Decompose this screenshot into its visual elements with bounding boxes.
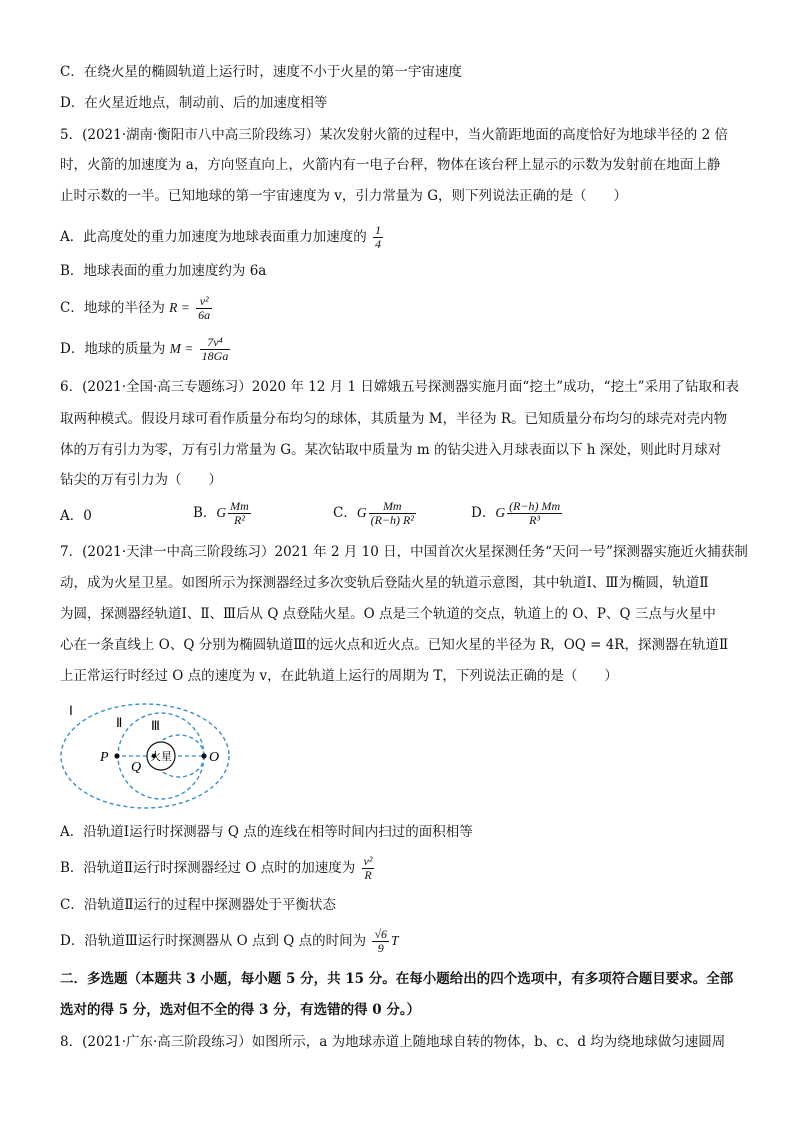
q6-option-c — [333, 500, 418, 527]
q5-option-c-text: C．地球的半径为 — [60, 300, 165, 316]
point-o — [201, 753, 206, 758]
q7-option-d-fraction — [372, 928, 389, 955]
q7-option-d — [60, 928, 399, 955]
q7-option-d-tail: T — [391, 933, 399, 948]
orbit-diagram — [55, 700, 235, 812]
q5-option-c-lhs: R = — [169, 300, 190, 315]
q4-option-d: D．在火星近地点，制动前、后的加速度相等 — [60, 95, 328, 111]
q5-option-c — [60, 295, 214, 322]
q7-option-b-fraction — [362, 855, 375, 882]
q7-option-d-text: D．沿轨道Ⅲ运行时探测器从 O 点到 Q 点的时间为 — [60, 933, 367, 949]
mars-label: 火星 — [150, 751, 172, 763]
section-2-header-line-1: 二．多选题（本题共 3 小题，每小题 5 分，共 15 分。在每小题给出的四个选项中，有多项符合题目要求。全部 — [60, 971, 734, 987]
q5-option-a-text: A．此高度处的重力加速度为地球表面重力加速度的 — [60, 229, 367, 245]
fraction-denominator: (R−h) R² — [370, 513, 414, 527]
q5-option-b: B．地球表面的重力加速度约为 6a — [60, 263, 267, 279]
q6-option-a: A．0 — [60, 508, 92, 524]
q6-option-b-g: G — [216, 505, 227, 520]
q6-option-d-fraction — [507, 500, 562, 527]
q7-option-a: A．沿轨道Ⅰ运行时探测器与 Q 点的连线在相等时间内扫过的面积相等 — [60, 824, 473, 840]
fraction-denominator: 18Ga — [201, 349, 229, 363]
fraction-numerator: v² — [196, 295, 212, 309]
section-2-header-line-2: 选对的得 5 分，选对但不全的得 3 分，有选错的得 0 分。） — [60, 1002, 421, 1018]
q6-option-b-fraction — [228, 500, 251, 527]
q6-option-c-fraction — [369, 500, 416, 527]
q5-stem-line-1: 5．(2021·湖南·衡阳市八中高三阶段练习）某次发射火箭的过程中，当火箭距地面的高度恰好为地球半径的 2 倍 — [60, 127, 728, 143]
fraction-denominator: 9 — [377, 941, 384, 955]
fraction-numerator: √6 — [374, 927, 388, 941]
label-o: O — [209, 750, 220, 765]
q4-option-c: C．在绕火星的椭圆轨道上运行时，速度不小于火星的第一宇宙速度 — [60, 64, 462, 80]
q6-option-d — [471, 500, 564, 527]
fraction-numerator: Mm — [369, 500, 416, 514]
fraction-denominator: R² — [234, 513, 245, 527]
fraction-numerator: 1 — [375, 223, 382, 237]
q5-option-d — [60, 336, 232, 363]
q7-option-b-text: B．沿轨道Ⅱ运行时探测器经过 O 点时的加速度为 — [60, 860, 356, 876]
q6-option-c-label: C． — [333, 505, 357, 521]
q6-option-d-g: G — [495, 505, 506, 520]
q7-option-c: C．沿轨道Ⅱ运行的过程中探测器处于平衡状态 — [60, 897, 337, 913]
fraction-denominator: 6a — [198, 308, 211, 322]
point-p — [114, 753, 119, 758]
q5-stem-line-3: 止时示数的一半。已知地球的第一宇宙速度为 v，引力常量为 G，则下列说法正确的是（ ） — [60, 188, 627, 204]
label-orbit-ii: Ⅱ — [116, 715, 123, 730]
q5-option-d-text: D．地球的质量为 — [60, 341, 166, 357]
fraction-numerator: 7v⁴ — [200, 336, 231, 350]
q7-stem-line-3: 为圆，探测器经轨道Ⅰ、Ⅱ、Ⅲ后从 Q 点登陆火星。O 点是三个轨道的交点，轨道上的 O、P、Q 三点与火星中 — [60, 606, 716, 622]
fraction-denominator: R³ — [529, 513, 541, 527]
fraction-denominator: R — [364, 868, 372, 882]
q7-stem-line-2: 动，成为火星卫星。如图所示为探测器经过多次变轨后登陆火星的轨道示意图，其中轨道Ⅰ、Ⅲ为椭圆，轨道Ⅱ — [60, 575, 709, 591]
fraction-denominator: 4 — [375, 237, 382, 251]
q6-option-d-label: D． — [471, 505, 496, 521]
q6-stem-line-2: 取两种模式。假设月球可看作质量分布均匀的球体，其质量为 M，半径为 R。已知质量分布均匀的球壳对壳内物 — [60, 411, 728, 427]
label-orbit-i: Ⅰ — [69, 703, 73, 718]
fraction-numerator: (R−h) Mm — [509, 499, 561, 513]
q5-option-c-fraction — [196, 295, 212, 322]
q7-stem-line-1: 7．(2021·天津一中高三阶段练习）2021 年 2 月 10 日，中国首次火星探测任务“天问一号”探测器实施近火捕获制 — [60, 544, 748, 560]
q7-stem-line-4: 心在一条直线上 O、Q 分别为椭圆轨道Ⅲ的远火点和近火点。已知火星的半径为 R，OQ = 4R，探测器在轨道Ⅱ — [60, 637, 729, 653]
q5-option-a-fraction — [373, 224, 383, 251]
q6-stem-line-1: 6．(2021·全国·高三专题练习）2020 年 12 月 1 日嫦娥五号探测器实施月面“挖土”成功，“挖土”采用了钻取和表 — [60, 379, 739, 395]
q5-option-d-lhs: M = — [169, 341, 194, 356]
q7-option-b — [60, 855, 376, 882]
q8-stem-line-1: 8．(2021·广东·高三阶段练习）如图所示，a 为地球赤道上随地球自转的物体，b、c、d 均为绕地球做匀速圆周 — [60, 1034, 726, 1050]
q6-option-b-label: B． — [193, 505, 217, 521]
q6-option-c-g: G — [356, 505, 367, 520]
fraction-numerator: v² — [363, 854, 373, 868]
q7-stem-line-5: 上正常运行时经过 O 点的速度为 v，在此轨道上运行的周期为 T，下列说法正确的是（ ） — [60, 668, 618, 684]
q5-stem-line-2: 时，火箭的加速度为 a，方向竖直向上，火箭内有一电子台秤，物体在该台秤上显示的示数为发射前在地面上静 — [60, 157, 721, 173]
label-orbit-iii: Ⅲ — [151, 718, 160, 733]
q6-stem-line-3: 体的万有引力为零，万有引力常量为 G。某次钻取中质量为 m 的钻尖进入月球表面以下 h 深处，则此时月球对 — [60, 442, 722, 458]
q6-option-b — [193, 500, 253, 527]
label-q: Q — [131, 760, 142, 775]
q6-stem-line-4: 钻尖的万有引力为（ ） — [60, 472, 222, 488]
q5-option-a — [60, 224, 385, 251]
q5-option-d-fraction — [200, 336, 231, 363]
fraction-numerator: Mm — [230, 499, 249, 513]
label-p: P — [100, 750, 109, 765]
